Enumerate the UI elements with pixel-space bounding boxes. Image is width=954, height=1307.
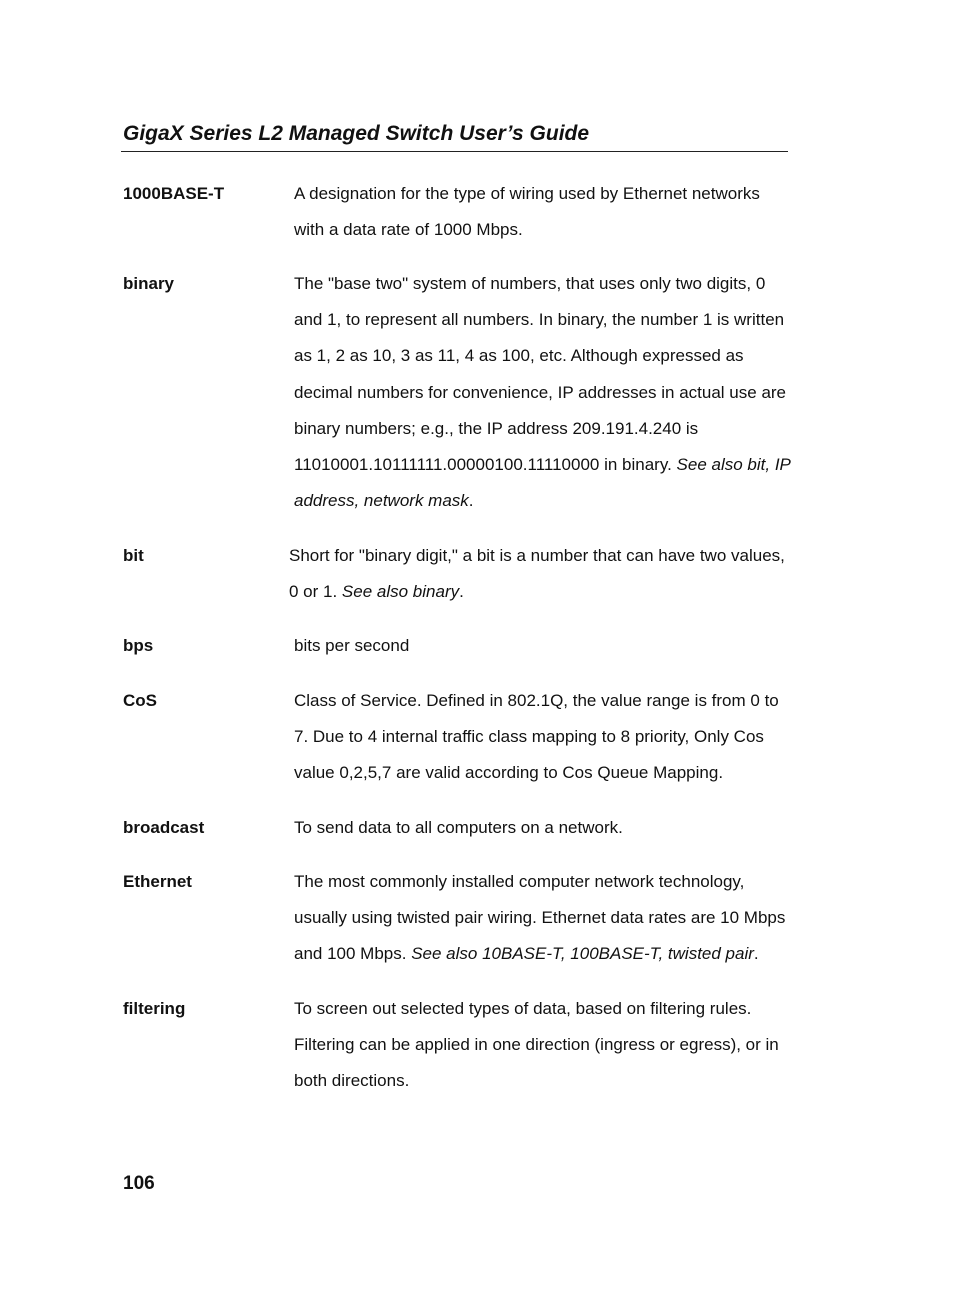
definition-text: A designation for the type of wiring used by Ethernet networks with a data rate of 1000 Mbps. xyxy=(294,184,760,240)
glossary-definition xyxy=(294,864,794,973)
definition-text: Class of Service. Defined in 802.1Q, the value range is from 0 to 7. Due to 4 internal traffic class mapping to 8 priority, Only Cos value 0,2,5,7 are valid according to Cos Queue Mapping. xyxy=(294,691,779,783)
glossary-definition xyxy=(294,628,794,664)
glossary-term: broadcast xyxy=(123,818,205,837)
definition-text: The most commonly installed computer network technology, usually using twisted pair wiring. Ethernet data rates are 10 Mbps and 100 Mbps. xyxy=(294,872,786,964)
definition-text: To send data to all computers on a network. xyxy=(294,818,623,837)
glossary-definition xyxy=(294,810,794,846)
definition-text: The "base two" system of numbers, that uses only two digits, 0 and 1, to represent all numbers. In binary, the number 1 is written as 1, 2 as 10, 3 as 11, 4 as 100, etc. Although expressed as decimal numbers for convenience, IP addresses in actual use are binary numbers; e.g., the IP address 209.191.4.240 is 11010001.10111111.00000100.11110000 in binary. xyxy=(294,274,787,475)
glossary-term: binary xyxy=(123,274,175,293)
glossary-definition xyxy=(294,683,794,792)
page-header xyxy=(121,120,788,152)
definition-tail: . xyxy=(468,491,474,511)
glossary-term: filtering xyxy=(123,999,186,1018)
glossary-definition xyxy=(294,176,794,248)
glossary-term: bit xyxy=(123,546,144,565)
see-also-text: See also bit, IP address, network mask xyxy=(294,455,791,511)
page-number: 106 xyxy=(123,1173,155,1194)
glossary-definition xyxy=(294,266,794,519)
glossary-term: CoS xyxy=(123,691,157,710)
definition-text: Short for "binary digit," a bit is a number that can have two values, 0 or 1. xyxy=(289,546,785,602)
glossary-definition xyxy=(294,991,794,1100)
definition-text: To screen out selected types of data, based on filtering rules. Filtering can be applied in one direction (ingress or egress), or in both directions. xyxy=(294,999,779,1091)
definition-tail: . xyxy=(753,944,759,964)
glossary-definition xyxy=(289,538,789,610)
definition-tail: . xyxy=(459,582,464,602)
see-also-text: See also 10BASE-T, 100BASE-T, twisted pair xyxy=(411,944,754,964)
document-title: GigaX Series L2 Managed Switch User’s Guide xyxy=(123,122,590,145)
definition-text: bits per second xyxy=(294,636,410,655)
see-also-text: See also binary xyxy=(341,582,460,602)
glossary-term: 1000BASE-T xyxy=(123,184,225,203)
glossary-term: bps xyxy=(123,636,154,655)
glossary-term: Ethernet xyxy=(123,872,192,891)
